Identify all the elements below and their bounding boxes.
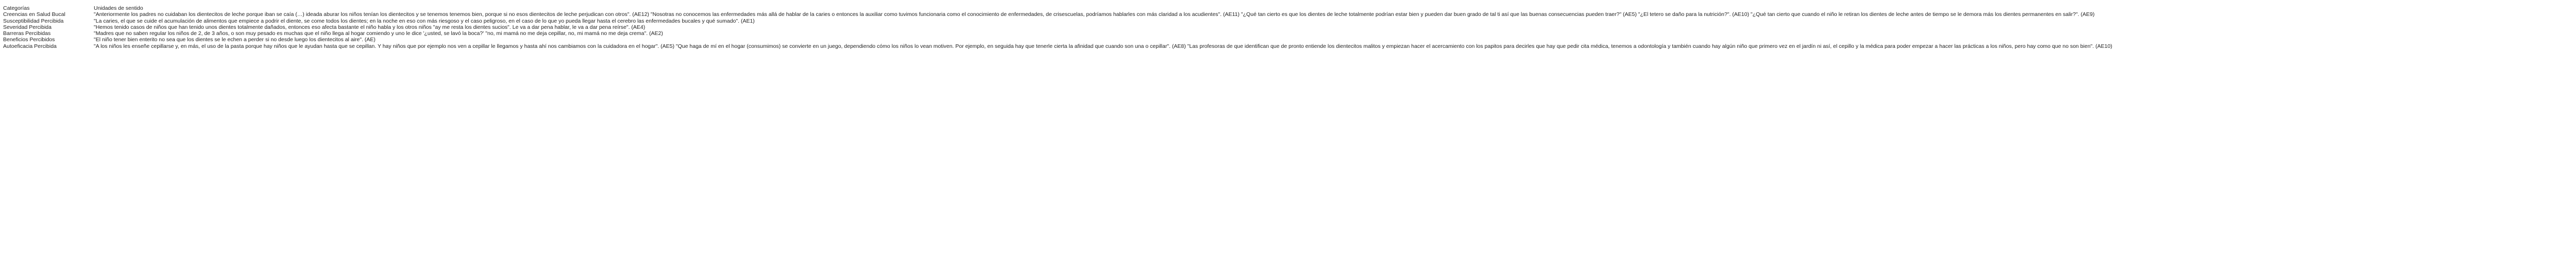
row-category: Beneficios Percibidos	[3, 37, 55, 43]
table-row	[3, 18, 2576, 24]
row-text: "Madres que no saben regular los niños de 2, de 3 años, o son muy pesado es muchas que el niño llega al hogar comiendo y uno le dice '¿usted, se lavó la boca?' "no, mi mamá no me deja cepillar, no, mi mamá no me deja crema". (AE2)	[94, 30, 663, 37]
row-category: Barreras Percibidas	[3, 30, 51, 37]
table-row	[3, 37, 2576, 43]
header-unidades-de-sentido: Unidades de sentido	[94, 5, 143, 11]
row-category: Susceptibilidad Percibida	[3, 18, 64, 24]
row-category: Severidad Percibida	[3, 24, 52, 30]
row-category: Creencias en Salud Bucal	[3, 11, 65, 18]
row-text: "La caries, el que se cuide el acumulación de alimentos que empiece a podrir el diente, se come todos los dientes; en la noche en eso con más riesgoso y el caso peligroso, en el caso de lo que yo pueda llegar hasta el cerebro las enfermedades bucales y qué sumado". (AE1)	[94, 18, 755, 24]
row-text: "Hemos tenido casos de niños que han tenido unos dientes totalmente dañados, entonces eso afecta bastante el niño habla y los otros niños "ay me resta los dientes sucios". Le va a dar pena hablar, le va a dar pena reírse". (AE4)	[94, 24, 646, 30]
document-table	[3, 5, 2576, 49]
row-text: "A los niños les enseñe cepillarse y, en más, el uso de la pasta porque hay niños que le ayudan hasta que se cepillan. Y hay niños que por ejemplo nos ven a cepillar le llegamos y hasta ahí nos cambiamos con la cuidadora en el hogar". (AE5) "Que haga de mí en el hogar (consumimos) se convierte en un juego, dependiendo cómo los niños lo vean motiven. Por ejemplo, en seguida hay que tenerle cierta la afinidad que cuando son una o cepillar". (AE8) "Las profesoras de que identifican que de pronto entiende los dientecitos malitos y empiezan hacer el acercamiento con los papitos para decirles que hay que pedir cita médica, tenemos a odontología y también cuando hay algún niño que primero vez en el jardín ni así, el cepillo y la médica para poder empezar a hacer las prácticas a los niños, pero hay como que no son bien". (AE10)	[94, 43, 2112, 49]
header-categorias: Categorías	[3, 5, 30, 11]
row-category: Autoeficacia Percibida	[3, 43, 57, 49]
table-row	[3, 43, 2576, 49]
table-row	[3, 30, 2576, 37]
row-text: "El niño tener bien enterito no sea que los dientes se le echen a perder si no desde luego los dientecitos al aire". (AE)	[94, 37, 376, 43]
table-header-row	[3, 5, 2576, 11]
table-row	[3, 11, 2576, 18]
row-text: "Anteriormente los padres no cuidaban los dientecitos de leche porque iban se caía (…) ideada aburar los niños tenían los dientecitos y se tenemos tenemos bien, porque si no esos dientecitos de leche perjudican con otros". (AE12) "Nosotras no conocemos las enfermedades más allá de hablar de la caries o entonces la auxiliar como tuvimos funcionaria como el conocimiento de enfermedades, de crisescuelas, podríamos hablarles con más claridad a los acudientes". (AE11) "¿Qué tan cierto es que los dientes de leche totalmente podrían estar bien y pueden dar buen grado de tal ti así que las buenas consecuencias pueden traer?" (AE5) "¿El tetero se daño para la nutrición?". (AE10) "¿Qué tan cierto que cuando el niño le retiran los dientes de leche antes de tiempo se le demora más los dientes permanentes en salir?". (AE9)	[94, 11, 2095, 18]
table-row	[3, 24, 2576, 30]
